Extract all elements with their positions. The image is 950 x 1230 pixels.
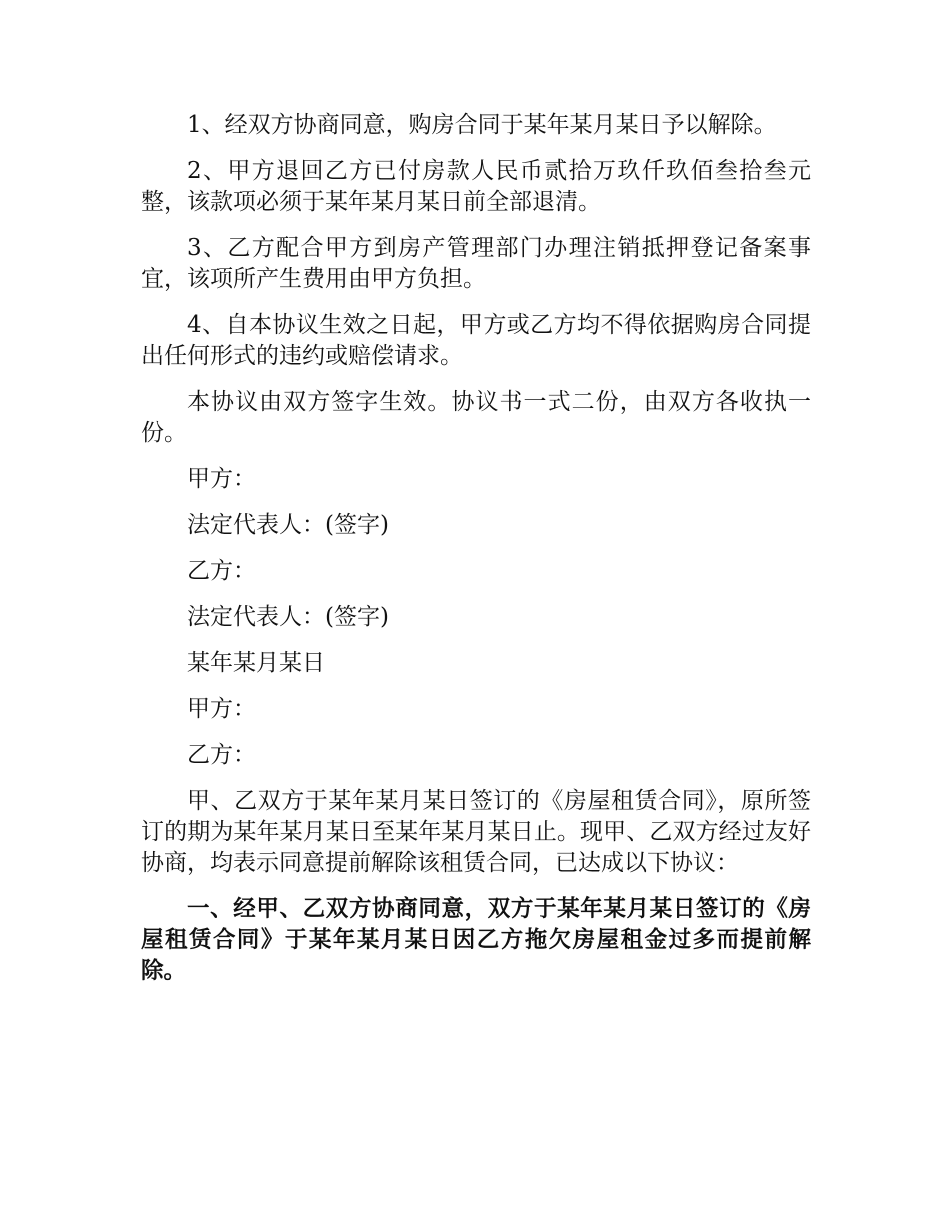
party-a-representative: 法定代表人：(签字): [187, 512, 389, 538]
party-b-label-2: 乙方：: [187, 742, 256, 768]
party-b-label: 乙方：: [187, 558, 256, 584]
clause-1: 1、经双方协商同意，购房合同于某年某月某日予以解除。: [187, 112, 777, 138]
effective-clause: 本协议由双方签字生效。协议书一式二份，由双方各收执一份。: [141, 389, 811, 446]
party-a-label-2: 甲方：: [187, 696, 256, 722]
clause-3: 3、乙方配合甲方到房产管理部门办理注销抵押登记备案事宜，该项所产生费用由甲方负担。: [141, 235, 811, 292]
party-b-representative: 法定代表人：(签字): [187, 604, 389, 630]
date-line: 某年某月某日: [187, 650, 325, 676]
party-a-label: 甲方：: [187, 466, 256, 492]
lease-preamble: 甲、乙双方于某年某月某日签订的《房屋租赁合同》，原所签订的期为某年某月某日至某年某月某日止。现甲、乙双方经过友好协商，均表示同意提前解除该租赁合同，已达成以下协议：: [141, 788, 811, 876]
clause-4: 4、自本协议生效之日起，甲方或乙方均不得依据购房合同提出任何形式的违约或赔偿请求。: [141, 312, 811, 369]
lease-clause-1: 一、经甲、乙双方协商同意，双方于某年某月某日签订的《房屋租赁合同》于某年某月某日因乙方拖欠房屋租金过多而提前解除。: [141, 896, 811, 984]
clause-2: 2、甲方退回乙方已付房款人民币贰拾万玖仟玖佰叁拾叁元整，该款项必须于某年某月某日前全部退清。: [141, 158, 811, 215]
document-body: [141, 110, 811, 1002]
